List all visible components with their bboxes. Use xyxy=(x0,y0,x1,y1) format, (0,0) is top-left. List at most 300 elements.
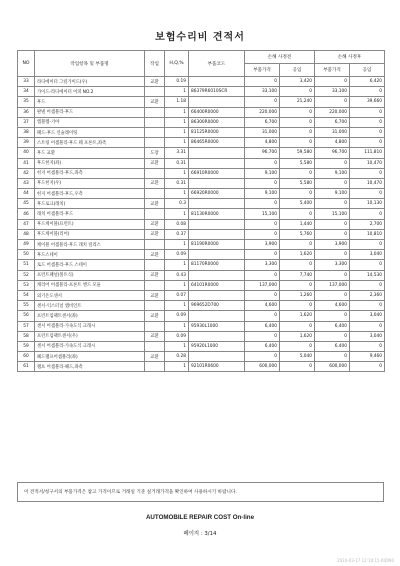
cell-bp: 96,700 xyxy=(245,148,280,158)
cell-ap: 9,100 xyxy=(315,189,350,199)
cell-name: 프런트임팩트센서(좌) xyxy=(35,311,145,321)
cell-code xyxy=(189,178,245,188)
cell-al: 3,040 xyxy=(350,311,385,321)
cell-hq: 0.08 xyxy=(165,219,189,229)
cell-al: 39,660 xyxy=(350,97,385,107)
cell-hq: 0.07 xyxy=(165,290,189,300)
cell-name: 케이블 어셈블리-후드 래치 릴리스 xyxy=(35,240,145,250)
cell-bl: 1,620 xyxy=(280,311,315,321)
cell-name: 외기온도센서 xyxy=(35,290,145,300)
cell-ap: 0 xyxy=(315,77,350,87)
cell-no: 60 xyxy=(18,352,35,362)
cell-al: 10,470 xyxy=(350,158,385,168)
cell-bl: 1,620 xyxy=(280,250,315,260)
cell-ap: 0 xyxy=(315,158,350,168)
cell-code: 86300R0000 xyxy=(189,117,245,127)
cell-no: 36 xyxy=(18,107,35,117)
cell-name: 후드힌지(좌) xyxy=(35,158,145,168)
cell-work: 교환 xyxy=(145,331,165,341)
cell-hq: 0.31 xyxy=(165,178,189,188)
cell-code: 66920R0000 xyxy=(189,189,245,199)
cell-al: 0 xyxy=(350,321,385,331)
cell-bp: 0 xyxy=(245,352,280,362)
cell-al: 0 xyxy=(350,117,385,127)
cell-bl: 0 xyxy=(280,107,315,117)
cell-code xyxy=(189,352,245,362)
cell-hq: 1 xyxy=(165,240,189,250)
cell-no: 52 xyxy=(18,270,35,280)
cell-bp: 0 xyxy=(245,290,280,300)
cell-hq: 1 xyxy=(165,321,189,331)
cell-al: 0 xyxy=(350,362,385,372)
cell-ap: 33,100 xyxy=(315,87,350,97)
cell-no: 42 xyxy=(18,168,35,178)
cell-name: 엠블렘-기아 xyxy=(35,117,145,127)
cell-bp: 0 xyxy=(245,250,280,260)
cell-al: 0 xyxy=(350,107,385,117)
cell-work: 교환 xyxy=(145,250,165,260)
cell-code: 86465R0000 xyxy=(189,138,245,148)
cell-bl: 5,580 xyxy=(280,178,315,188)
cell-work: 교환 xyxy=(145,311,165,321)
cell-bp: 3,900 xyxy=(245,240,280,250)
table-row xyxy=(18,321,385,331)
cell-name: 후드로크(래치) xyxy=(35,199,145,209)
cell-no: 41 xyxy=(18,158,35,168)
cell-ap: 4,600 xyxy=(315,301,350,311)
cell-name: 센서-익스터널 앰비언트 xyxy=(35,301,145,311)
cell-hq: 1 xyxy=(165,341,189,351)
cell-al: 2,700 xyxy=(350,219,385,229)
table-row xyxy=(18,97,385,107)
cell-ap: 0 xyxy=(315,97,350,107)
cell-al: 0 xyxy=(350,341,385,351)
cell-work: 교환 xyxy=(145,352,165,362)
cell-bl: 0 xyxy=(280,117,315,127)
cell-no: 56 xyxy=(18,311,35,321)
table-row xyxy=(18,168,385,178)
cell-no: 54 xyxy=(18,290,35,300)
cell-hq: 0.37 xyxy=(165,229,189,239)
cell-al: 0 xyxy=(350,209,385,219)
cell-ap: 0 xyxy=(315,219,350,229)
cell-code: 95920L1000 xyxy=(189,341,245,351)
cell-name: 후드케이블(리어) xyxy=(35,229,145,239)
cell-ap: 600,000 xyxy=(315,362,350,372)
cell-bp: 0 xyxy=(245,178,280,188)
cell-code: 66910R0000 xyxy=(189,168,245,178)
cell-no: 37 xyxy=(18,117,35,127)
cell-bp: 0 xyxy=(245,158,280,168)
cell-name: 후드 교환 xyxy=(35,148,145,158)
cell-bp: 0 xyxy=(245,331,280,341)
cell-al: 0 xyxy=(350,87,385,97)
cell-hq: 0.09 xyxy=(165,331,189,341)
cell-no: 38 xyxy=(18,127,35,137)
header-after-labor: 공임 xyxy=(350,64,385,77)
cell-ap: 6,700 xyxy=(315,117,350,127)
cell-hq: 0.31 xyxy=(165,158,189,168)
cell-bp: 33,100 xyxy=(245,87,280,97)
table-row xyxy=(18,301,385,311)
cell-code: 64101R0000 xyxy=(189,280,245,290)
cell-bl: 0 xyxy=(280,280,315,290)
cell-bp: 15,100 xyxy=(245,209,280,219)
cell-work xyxy=(145,260,165,270)
table-row xyxy=(18,107,385,117)
cell-code: 66400R0000 xyxy=(189,107,245,117)
cell-al: 0 xyxy=(350,280,385,290)
cell-bp: 9,100 xyxy=(245,189,280,199)
cell-hq: 1 xyxy=(165,168,189,178)
cell-bp: 6,400 xyxy=(245,321,280,331)
cell-no: 39 xyxy=(18,138,35,148)
table-row xyxy=(18,87,385,97)
table-body xyxy=(18,77,385,372)
cell-no: 50 xyxy=(18,250,35,260)
cell-bp: 6,400 xyxy=(245,341,280,351)
cell-no: 51 xyxy=(18,260,35,270)
cell-no: 45 xyxy=(18,199,35,209)
cell-work xyxy=(145,209,165,219)
cell-work: 교환 xyxy=(145,270,165,280)
cell-name: 라디에이터 그릴가이드(우) xyxy=(35,77,145,87)
cell-ap: 15,100 xyxy=(315,209,350,219)
cell-bl: 5,580 xyxy=(280,158,315,168)
header-before-labor: 공임 xyxy=(280,64,315,77)
cell-work: 교환 xyxy=(145,199,165,209)
cell-hq: 1 xyxy=(165,362,189,372)
cell-al: 0 xyxy=(350,260,385,270)
cell-hq: 1.18 xyxy=(165,97,189,107)
cell-bl: 0 xyxy=(280,260,315,270)
cell-bl: 1,440 xyxy=(280,219,315,229)
cell-no: 44 xyxy=(18,189,35,199)
cell-name: 래치 어셈블리-후드 xyxy=(35,209,145,219)
cell-bp: 31,000 xyxy=(245,127,280,137)
cell-work xyxy=(145,362,165,372)
cell-ap: 6,400 xyxy=(315,321,350,331)
header-work: 작업 xyxy=(145,51,165,77)
cell-ap: 0 xyxy=(315,331,350,341)
cell-code xyxy=(189,250,245,260)
cell-name: 센서 어셈블리-가속도식 크래시 xyxy=(35,341,145,351)
cell-al: 9,460 xyxy=(350,352,385,362)
cell-code: 95930L1000 xyxy=(189,321,245,331)
cell-no: 49 xyxy=(18,240,35,250)
cell-ap: 3,900 xyxy=(315,240,350,250)
cell-code xyxy=(189,148,245,158)
price-notice: 이 견적서/청구서의 부품가격은 참고 가격이므로 거래일 기준 실거래가격을 확인하여 사용하시기 바랍니다. xyxy=(17,482,384,502)
cell-code xyxy=(189,219,245,229)
table-row xyxy=(18,362,385,372)
header-before: 손해 사정전 xyxy=(245,51,315,64)
cell-work xyxy=(145,87,165,97)
cell-code: 969652D700 xyxy=(189,301,245,311)
cell-work: 교환 xyxy=(145,178,165,188)
cell-bl: 59,580 xyxy=(280,148,315,158)
cell-bp: 3,300 xyxy=(245,260,280,270)
cell-code xyxy=(189,331,245,341)
cell-al: 111,810 xyxy=(350,148,385,158)
cell-no: 48 xyxy=(18,229,35,239)
cell-work xyxy=(145,168,165,178)
estimate-table xyxy=(17,50,385,372)
cell-bp: 600,000 xyxy=(245,362,280,372)
cell-code: 86379R6010SCR xyxy=(189,87,245,97)
cell-al: 0 xyxy=(350,189,385,199)
cell-ap: 0 xyxy=(315,178,350,188)
cell-bp: 4,600 xyxy=(245,301,280,311)
cell-hq: 1 xyxy=(165,127,189,137)
table-row xyxy=(18,178,385,188)
cell-code xyxy=(189,290,245,300)
cell-hq: 0.09 xyxy=(165,250,189,260)
cell-no: 34 xyxy=(18,87,35,97)
cell-work xyxy=(145,280,165,290)
table-row xyxy=(18,240,385,250)
cell-name: 램프 어셈블리-헤드,좌측 xyxy=(35,362,145,372)
cell-work: 도장 xyxy=(145,148,165,158)
cell-al: 0 xyxy=(350,138,385,148)
cell-hq: 0.43 xyxy=(165,270,189,280)
table-row xyxy=(18,189,385,199)
cell-name: 프런트임팩트센서(우) xyxy=(35,331,145,341)
cell-hq: 1 xyxy=(165,280,189,290)
cell-bl: 0 xyxy=(280,209,315,219)
cell-work xyxy=(145,240,165,250)
cell-name: 후드케이블(프런트) xyxy=(35,219,145,229)
cell-bp: 6,700 xyxy=(245,117,280,127)
footer-title: AUTOMOBILE REPAIR COST On-line xyxy=(145,514,255,521)
cell-code: 92101R0600 xyxy=(189,362,245,372)
table-row xyxy=(18,77,385,87)
cell-bp: 0 xyxy=(245,97,280,107)
table-row xyxy=(18,352,385,362)
cell-work xyxy=(145,107,165,117)
header-name: 작업항목 및 부품명 xyxy=(35,51,145,77)
cell-bl: 0 xyxy=(280,138,315,148)
cell-bl: 3,420 xyxy=(280,77,315,87)
cell-work: 교환 xyxy=(145,77,165,87)
cell-no: 40 xyxy=(18,148,35,158)
cell-work: 교환 xyxy=(145,219,165,229)
cell-ap: 0 xyxy=(315,352,350,362)
cell-ap: 4,800 xyxy=(315,138,350,148)
cell-al: 3,040 xyxy=(350,331,385,341)
cell-no: 47 xyxy=(18,219,35,229)
cell-work xyxy=(145,321,165,331)
cell-al: 10,810 xyxy=(350,229,385,239)
cell-bl: 0 xyxy=(280,240,315,250)
cell-ap: 0 xyxy=(315,199,350,209)
cell-work xyxy=(145,117,165,127)
cell-hq: 1 xyxy=(165,87,189,97)
cell-no: 33 xyxy=(18,77,35,87)
table-row xyxy=(18,311,385,321)
cell-bp: 137,000 xyxy=(245,280,280,290)
cell-al: 3,040 xyxy=(350,250,385,260)
cell-bl: 0 xyxy=(280,341,315,351)
cell-bl: 0 xyxy=(280,321,315,331)
table-row xyxy=(18,331,385,341)
cell-al: 10,470 xyxy=(350,178,385,188)
cell-hq: 3.31 xyxy=(165,148,189,158)
cell-no: 58 xyxy=(18,331,35,341)
cell-al: 10,130 xyxy=(350,199,385,209)
header-before-parts: 부품가격 xyxy=(245,64,280,77)
print-stamp: 2024-03-17 12:10:15 KIDI90 xyxy=(337,558,394,563)
cell-no: 61 xyxy=(18,362,35,372)
cell-work: 교환 xyxy=(145,97,165,107)
cell-ap: 137,000 xyxy=(315,280,350,290)
cell-no: 57 xyxy=(18,321,35,331)
cell-bp: 0 xyxy=(245,311,280,321)
cell-name: 스트링 어셈블리-후드 웨 포론트,좌측 xyxy=(35,138,145,148)
table-row xyxy=(18,260,385,270)
cell-ap: 0 xyxy=(315,250,350,260)
cell-code xyxy=(189,158,245,168)
cell-ap: 3,300 xyxy=(315,260,350,270)
cell-code xyxy=(189,97,245,107)
cell-hq: 1 xyxy=(165,107,189,117)
cell-bl: 7,740 xyxy=(280,270,315,280)
table-row xyxy=(18,290,385,300)
cell-bp: 0 xyxy=(245,270,280,280)
cell-ap: 31,000 xyxy=(315,127,350,137)
cell-bp: 0 xyxy=(245,229,280,239)
table-row xyxy=(18,117,385,127)
cell-no: 55 xyxy=(18,301,35,311)
cell-name: 패드-후드 인슐레이팅 xyxy=(35,127,145,137)
cell-name: 헤드램프어셈블리(좌) xyxy=(35,352,145,362)
cell-bl: 5,400 xyxy=(280,199,315,209)
cell-name: 로드 어셈블리-후드 스테이 xyxy=(35,260,145,270)
cell-no: 35 xyxy=(18,97,35,107)
cell-name: 후드스테이 xyxy=(35,250,145,260)
cell-hq: 0.19 xyxy=(165,77,189,87)
cell-al: 0 xyxy=(350,168,385,178)
table-header-row xyxy=(18,51,385,64)
cell-work: 교환 xyxy=(145,229,165,239)
cell-ap: 0 xyxy=(315,311,350,321)
cell-bl: 1,260 xyxy=(280,290,315,300)
cell-hq: 1 xyxy=(165,209,189,219)
page-number: 페이지 : 3/14 xyxy=(183,531,217,537)
table-row xyxy=(18,250,385,260)
table-row xyxy=(18,138,385,148)
cell-no: 43 xyxy=(18,178,35,188)
cell-ap: 6,400 xyxy=(315,341,350,351)
cell-name: 센서 어셈블리-가속도식 크래시 xyxy=(35,321,145,331)
document-title: 보험수리비 견적서 xyxy=(155,32,245,43)
cell-hq: 1 xyxy=(165,301,189,311)
cell-name: 판넬 어셈블리-후드 xyxy=(35,107,145,117)
table-row xyxy=(18,209,385,219)
cell-bl: 0 xyxy=(280,168,315,178)
cell-bl: 0 xyxy=(280,301,315,311)
table-row xyxy=(18,280,385,290)
cell-work xyxy=(145,341,165,351)
cell-bl: 0 xyxy=(280,87,315,97)
cell-code xyxy=(189,311,245,321)
cell-ap: 220,000 xyxy=(315,107,350,117)
cell-bp: 0 xyxy=(245,199,280,209)
cell-code xyxy=(189,199,245,209)
cell-al: 0 xyxy=(350,301,385,311)
cell-al: 2,360 xyxy=(350,290,385,300)
cell-no: 59 xyxy=(18,341,35,351)
cell-ap: 96,700 xyxy=(315,148,350,158)
cell-name: 힌지 어셈블리-후드,좌측 xyxy=(35,168,145,178)
cell-hq: 1 xyxy=(165,138,189,148)
cell-ap: 0 xyxy=(315,270,350,280)
cell-hq: 0.09 xyxy=(165,311,189,321)
header-no: NO xyxy=(18,51,35,77)
cell-hq: 1 xyxy=(165,260,189,270)
cell-code xyxy=(189,270,245,280)
header-code: 부품코드 xyxy=(189,51,245,77)
cell-bp: 9,100 xyxy=(245,168,280,178)
cell-ap: 0 xyxy=(315,229,350,239)
cell-hq: 0.3 xyxy=(165,199,189,209)
table-row xyxy=(18,229,385,239)
cell-bl: 5,040 xyxy=(280,352,315,362)
cell-bp: 220,000 xyxy=(245,107,280,117)
table-row xyxy=(18,127,385,137)
cell-bp: 0 xyxy=(245,219,280,229)
cell-name: 가이드-라디에이터 어퍼 NO.2 xyxy=(35,87,145,97)
cell-bl: 0 xyxy=(280,127,315,137)
cell-bp: 4,800 xyxy=(245,138,280,148)
cell-work xyxy=(145,301,165,311)
cell-al: 0 xyxy=(350,127,385,137)
cell-code xyxy=(189,229,245,239)
cell-al: 14,530 xyxy=(350,270,385,280)
cell-work xyxy=(145,138,165,148)
cell-name: 힌지 어셈블리-후드,우측 xyxy=(35,189,145,199)
cell-code: 81170R0000 xyxy=(189,260,245,270)
header-after-parts: 부품가격 xyxy=(315,64,350,77)
cell-name: 프런트패널(볼트식) xyxy=(35,270,145,280)
cell-bl: 0 xyxy=(280,362,315,372)
cell-code: 81190R0000 xyxy=(189,240,245,250)
cell-work: 교환 xyxy=(145,290,165,300)
cell-bl: 0 xyxy=(280,189,315,199)
header-after: 손해 사정후 xyxy=(315,51,385,64)
cell-hq: 1 xyxy=(165,189,189,199)
cell-bp: 0 xyxy=(245,77,280,87)
cell-hq: 1 xyxy=(165,117,189,127)
cell-name: 캐리어 어셈블리-프론트 엔드 모듈 xyxy=(35,280,145,290)
cell-ap: 0 xyxy=(315,290,350,300)
table-row xyxy=(18,199,385,209)
cell-code: 81125R0000 xyxy=(189,127,245,137)
cell-name: 후드 xyxy=(35,97,145,107)
cell-no: 53 xyxy=(18,280,35,290)
table-row xyxy=(18,341,385,351)
cell-code xyxy=(189,77,245,87)
cell-bl: 21,240 xyxy=(280,97,315,107)
cell-hq: 0.28 xyxy=(165,352,189,362)
table-row xyxy=(18,270,385,280)
cell-bl: 5,760 xyxy=(280,229,315,239)
cell-al: 0 xyxy=(350,240,385,250)
cell-code: 81130R0000 xyxy=(189,209,245,219)
cell-name: 후드힌지(우) xyxy=(35,178,145,188)
table-row xyxy=(18,219,385,229)
cell-al: 6,420 xyxy=(350,77,385,87)
